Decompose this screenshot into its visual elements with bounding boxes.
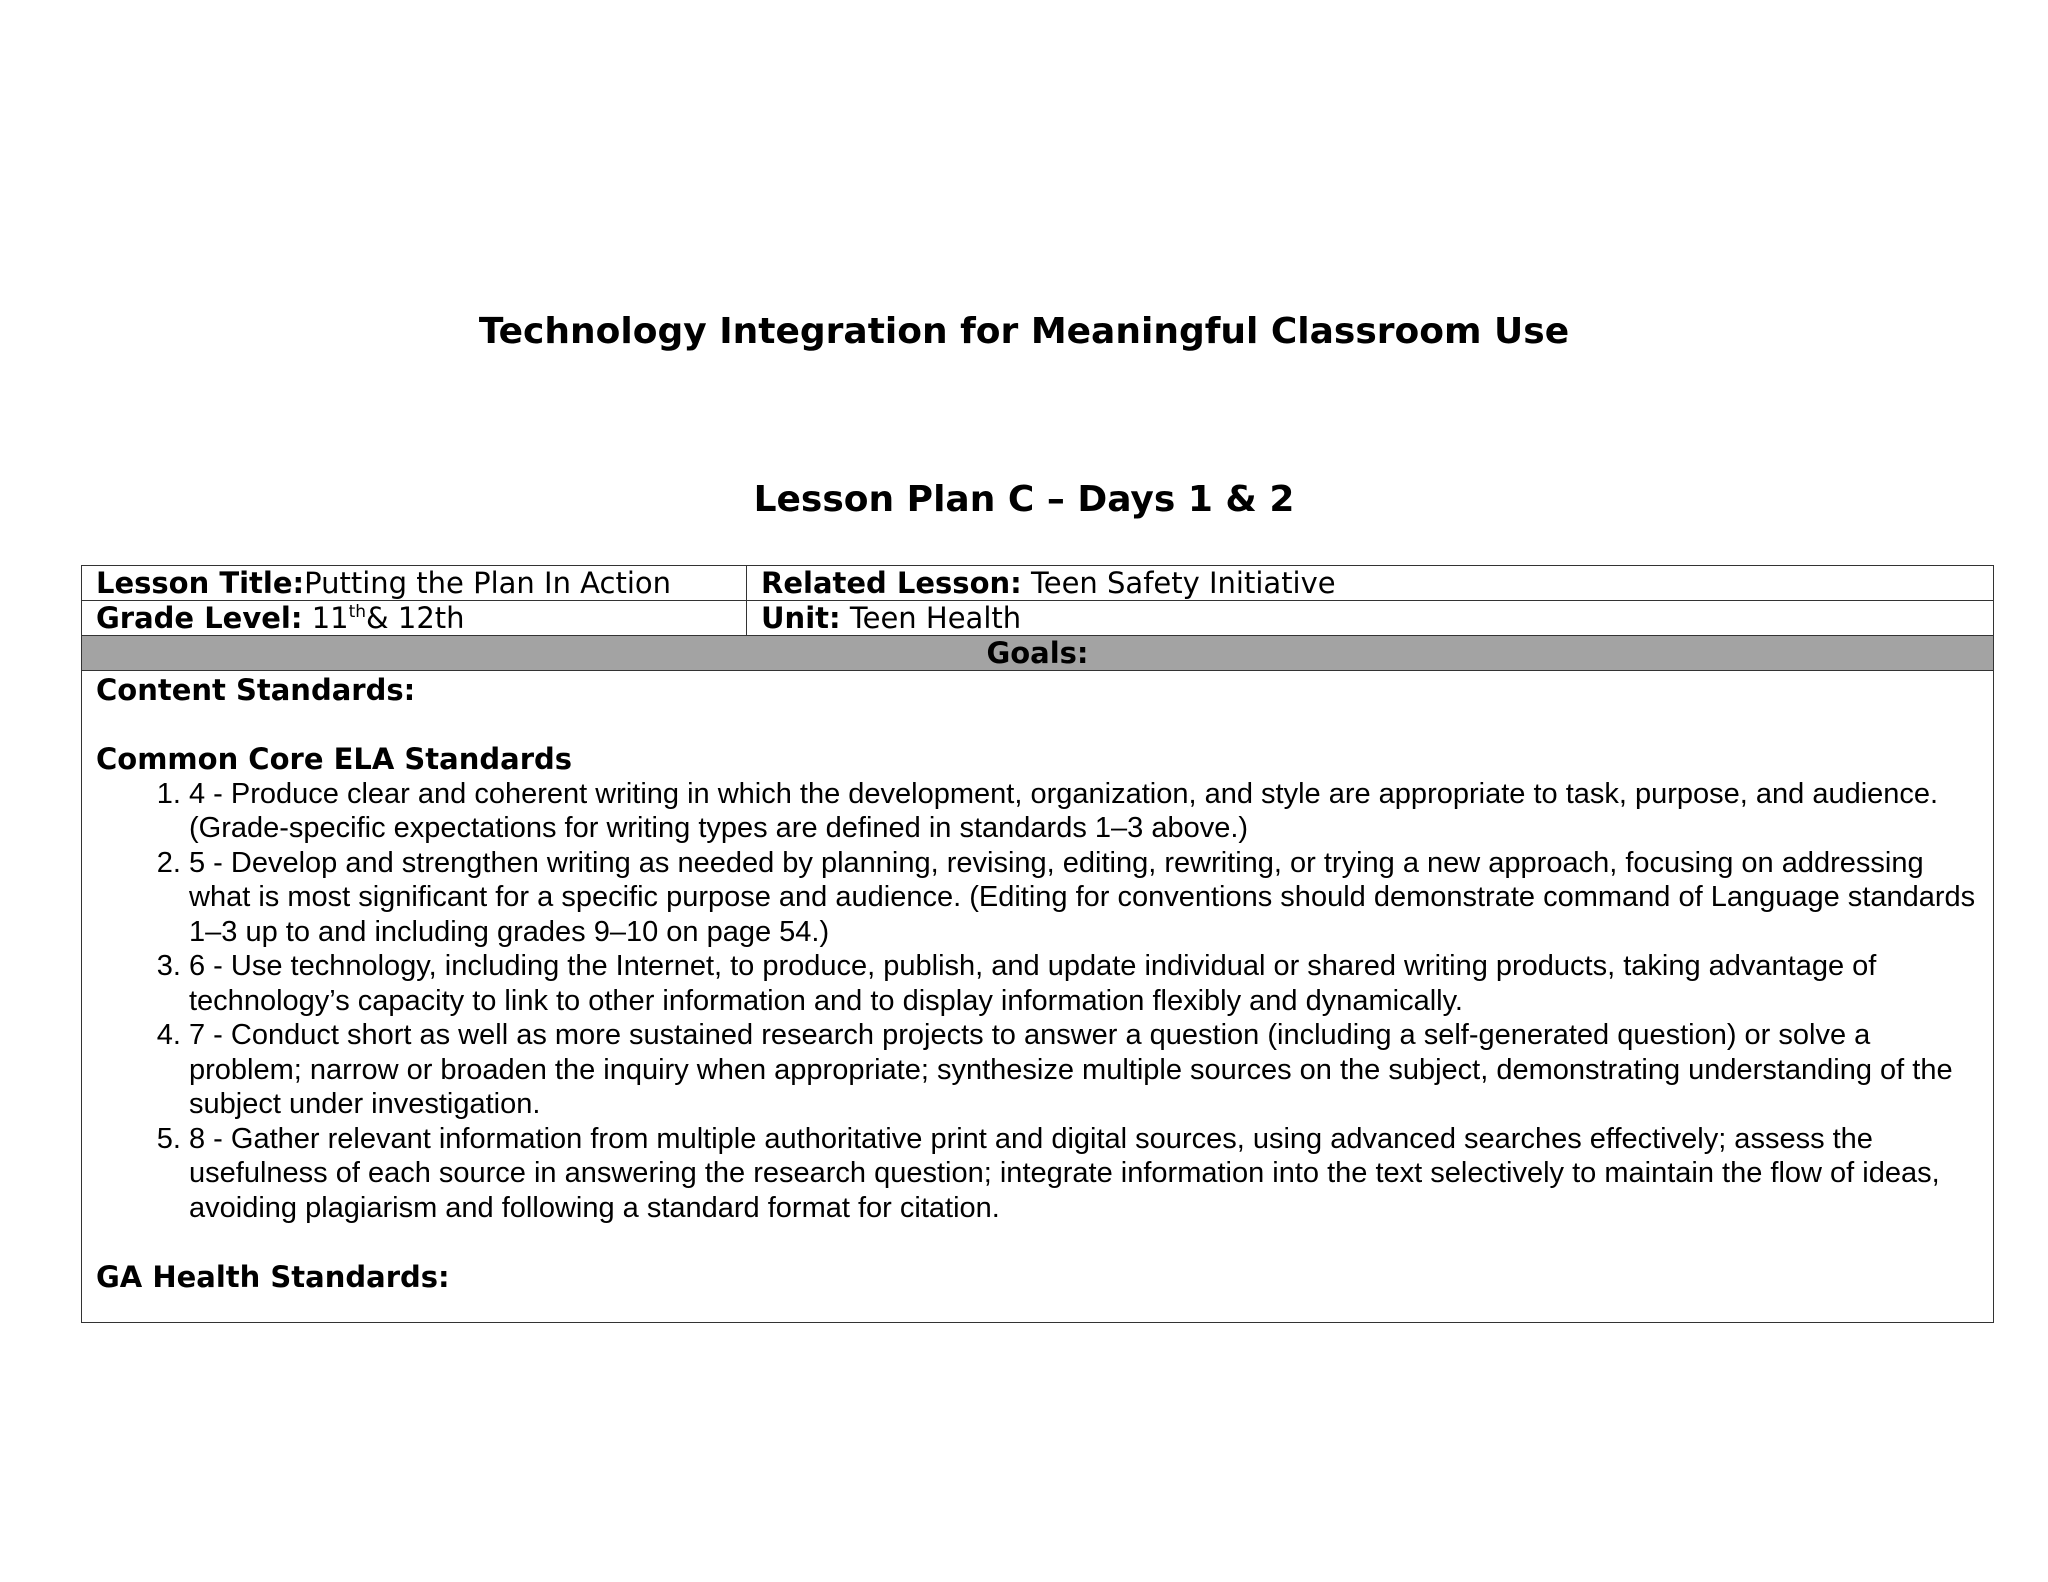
table-row	[82, 601, 1994, 636]
table-row	[82, 566, 1994, 601]
list-item: 5. 8 - Gather relevant information from multiple authoritative print and digital sources, using advanced searches effectively; assess the usefulness of each source in answering the research question; integrate information into the text selectively to maintain the flow of ideas, avoiding plagiarism and following a standard format for citation.	[189, 1122, 1979, 1226]
spacer	[96, 708, 1979, 743]
ga-health-heading: GA Health Standards:	[96, 1259, 450, 1294]
lesson-title-cell	[82, 566, 747, 601]
goals-header: Goals:	[82, 636, 1994, 671]
list-item: 4. 7 - Conduct short as well as more sustained research projects to answer a question (including a self-generated question) or solve a problem; narrow or broaden the inquiry when appropriate; synthesize multiple sources on the subject, demonstrating understanding of the subject under investigation.	[189, 1018, 1979, 1122]
unit-cell	[747, 601, 1994, 636]
related-lesson-value: Teen Safety Initiative	[1030, 566, 1336, 600]
grade-level-number: 11	[311, 601, 349, 635]
common-core-heading: Common Core ELA Standards	[96, 742, 573, 776]
grade-level-rest: & 12th	[366, 601, 465, 635]
table-row	[82, 671, 1994, 1323]
content-standards-heading: Content Standards:	[96, 673, 416, 707]
list-item: 2. 5 - Develop and strengthen writing as needed by planning, revising, editing, rewriting, or trying a new approach, focusing on addressing what is most significant for a specific purpose and audience. (Editing for conventions should demonstrate command of Language standards 1–3 up to and including grades 9–10 on page 54.)	[189, 846, 1979, 950]
list-item: 1. 4 - Produce clear and coherent writing in which the development, organization, and style are appropriate to task, purpose, and audience. (Grade-specific expectations for writing types are defined in standards 1–3 above.)	[189, 777, 1979, 846]
grade-level-cell	[82, 601, 747, 636]
lesson-plan-table	[81, 565, 1994, 1323]
related-lesson-label: Related Lesson:	[761, 566, 1022, 600]
grade-level-value	[312, 601, 465, 635]
goals-content-cell	[82, 671, 1994, 1323]
unit-label: Unit:	[761, 601, 841, 635]
document-subtitle: Lesson Plan C – Days 1 & 2	[753, 479, 1295, 520]
goals-header-row	[82, 636, 1994, 671]
grade-level-ordinal: th	[348, 602, 367, 622]
grade-level-label: Grade Level:	[96, 601, 303, 635]
spacer	[96, 1225, 1979, 1260]
lesson-title-value: Putting the Plan In Action	[304, 566, 672, 600]
list-item: 3. 6 - Use technology, including the Internet, to produce, publish, and update individual or shared writing products, taking advantage of technology’s capacity to link to other information and to display information flexibly and dynamically.	[189, 949, 1979, 1018]
lesson-title-label: Lesson Title:	[96, 566, 305, 600]
document-title: Technology Integration for Meaningful Classroom Use	[478, 311, 1570, 352]
related-lesson-cell	[747, 566, 1994, 601]
unit-value: Teen Health	[849, 601, 1022, 635]
standards-list	[96, 777, 1979, 1226]
